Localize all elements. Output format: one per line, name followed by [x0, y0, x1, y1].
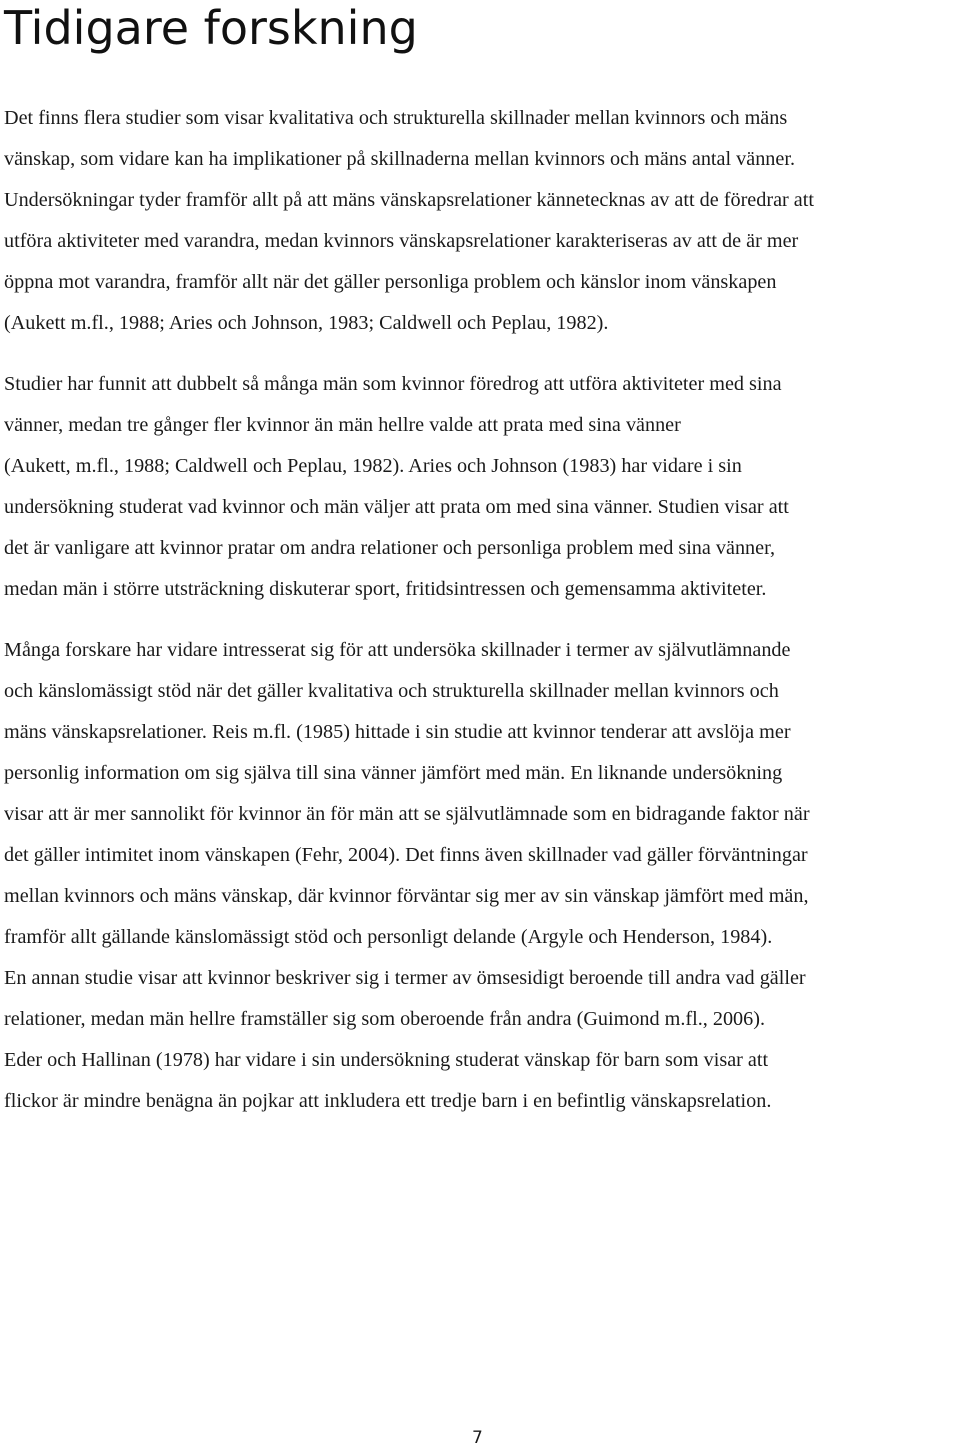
paragraph-line: (Aukett, m.fl., 1988; Caldwell och Peplau, 1982). Aries och Johnson (1983) har vidare i sin: [4, 455, 742, 477]
paragraph-line: undersökning studerat vad kvinnor och män väljer att prata om med sina vänner. Studien visar att: [4, 496, 789, 518]
paragraph-line: vänskap, som vidare kan ha implikationer på skillnaderna mellan kvinnors och mäns antal vänner.: [4, 148, 796, 170]
paragraph-line: Undersökningar tyder framför allt på att mäns vänskapsrelationer kännetecknas av att de föredrar att: [4, 189, 814, 211]
paragraph-line: utföra aktiviteter med varandra, medan kvinnors vänskapsrelationer karakteriseras av att de är mer: [4, 230, 799, 252]
paragraph-line: medan män i större utsträckning diskuterar sport, fritidsintressen och gemensamma aktiviteter.: [4, 578, 767, 600]
paragraph-line: det är vanligare att kvinnor pratar om andra relationer och personliga problem med sina vänner,: [4, 537, 776, 559]
paragraph-3: [4, 630, 958, 1122]
paragraph-line: Det finns flera studier som visar kvalitativa och strukturella skillnader mellan kvinnors och mäns: [4, 107, 788, 129]
paragraph-line: framför allt gällande känslomässigt stöd och personligt delande (Argyle och Henderson, 1984).: [4, 926, 773, 948]
paragraph-line: Eder och Hallinan (1978) har vidare i sin undersökning studerat vänskap för barn som visar att: [4, 1049, 769, 1071]
paragraph-line: och känslomässigt stöd när det gäller kvalitativa och strukturella skillnader mellan kvinnors och: [4, 680, 779, 702]
paragraph-line: flickor är mindre benägna än pojkar att inkludera ett tredje barn i en befintlig vänskapsrelation.: [4, 1090, 772, 1112]
paragraph-line: (Aukett m.fl., 1988; Aries och Johnson, 1983; Caldwell och Peplau, 1982).: [4, 312, 609, 334]
paragraph-line: personlig information om sig själva till sina vänner jämfört med män. En liknande undersökning: [4, 762, 783, 784]
page-number: 7: [472, 1428, 483, 1448]
paragraph-line: relationer, medan män hellre framställer sig som oberoende från andra (Guimond m.fl., 2006).: [4, 1008, 766, 1030]
paragraph-line: öppna mot varandra, framför allt när det gäller personliga problem och känslor inom vänskapen: [4, 271, 777, 293]
paragraph-line: mellan kvinnors och mäns vänskap, där kvinnor förväntar sig mer av sin vänskap jämfört med män,: [4, 885, 809, 907]
paragraph-line: vänner, medan tre gånger fler kvinnor än män hellre valde att prata med sina vänner: [4, 414, 681, 436]
paragraph-line: visar att är mer sannolikt för kvinnor än för män att se självutlämnade som en bidragande faktor när: [4, 803, 810, 825]
paragraph-2: [4, 364, 958, 610]
paragraph-line: mäns vänskapsrelationer. Reis m.fl. (1985) hittade i sin studie att kvinnor tenderar att avslöja mer: [4, 721, 791, 743]
page-heading: Tidigare forskning: [4, 1, 418, 55]
paragraph-line: Många forskare har vidare intresserat sig för att undersöka skillnader i termer av självutlämnande: [4, 639, 791, 661]
paragraph-1: [4, 98, 958, 344]
paragraph-line: En annan studie visar att kvinnor beskriver sig i termer av ömsesidigt beroende till andra vad gäller: [4, 967, 806, 989]
paragraph-line: det gäller intimitet inom vänskapen (Fehr, 2004). Det finns även skillnader vad gäller förväntningar: [4, 844, 808, 866]
paragraph-line: Studier har funnit att dubbelt så många män som kvinnor föredrog att utföra aktiviteter med sina: [4, 373, 782, 395]
